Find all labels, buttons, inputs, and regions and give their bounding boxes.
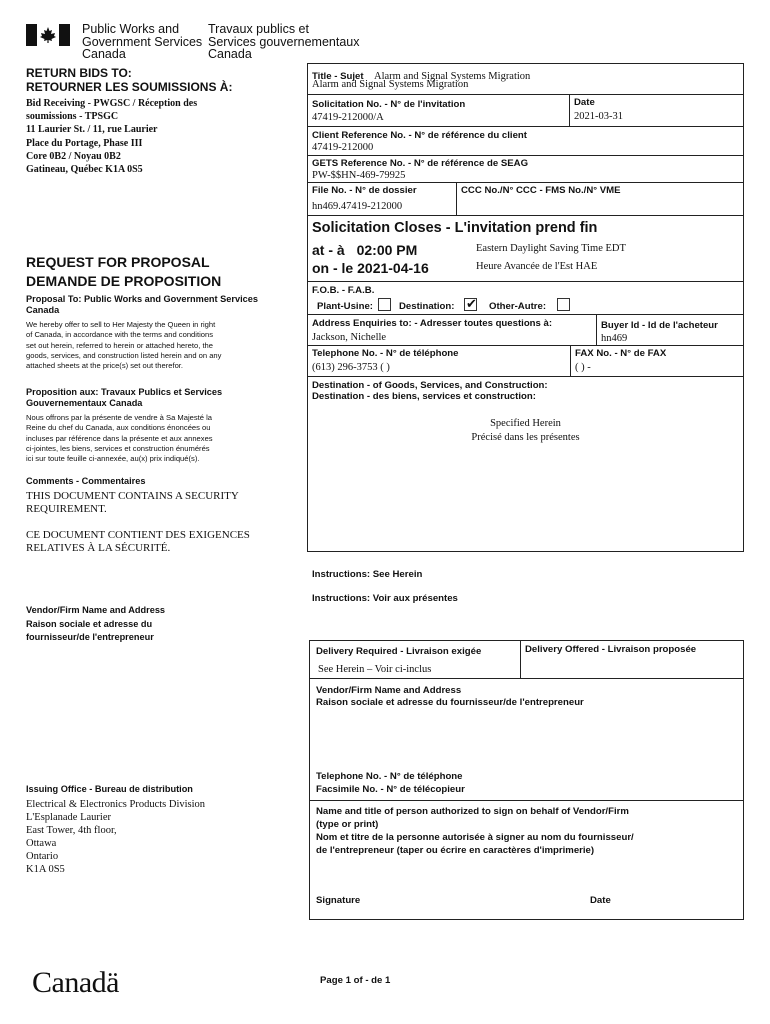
file-number-label: File No. - N° de dossier (312, 185, 417, 196)
title-value-second: Alarm and Signal Systems Migration (312, 79, 469, 90)
comments-security-en: THIS DOCUMENT CONTAINS A SECURITY REQUIREMENT. (26, 490, 239, 515)
checkmark-icon: ✔ (466, 296, 477, 311)
delivery-required-value: See Herein – Voir ci-inclus (318, 664, 432, 675)
rfp-title-en: REQUEST FOR PROPOSAL (26, 254, 210, 270)
closing-time (312, 242, 417, 258)
vendor-firm-label: Vendor/Firm Name and Address Raison sociale et adresse du fournisseur/de l'entrepreneur (316, 685, 584, 708)
specified-herein-en: Specified Herein (490, 418, 561, 429)
solicitation-closes-title: Solicitation Closes - L'invitation prend fin (312, 220, 598, 236)
title-label: Title - Sujet (312, 71, 364, 82)
title-value: Alarm and Signal Systems Migration (373, 71, 531, 82)
issuing-office-address: Electrical & Electronics Products Division L'Esplanade Laurier East Tower, 4th floor, Ottawa Ontario K1A 0S5 (26, 799, 206, 875)
comments-label: Comments - Commentaires (26, 476, 146, 486)
fax-value: ( ) - (575, 362, 591, 373)
fax-label: FAX No. - N° de FAX (575, 348, 667, 359)
closing-time-label: at - à (312, 242, 345, 258)
solicitation-label: Solicitation No. - N° de l'invitation (312, 99, 466, 110)
plant-usine-label: Plant-Usine: (317, 301, 373, 312)
ccc-number-label: CCC No./N° CCC - FMS No./N° VME (461, 185, 621, 196)
closing-date (312, 260, 429, 276)
return-bids-heading-en: RETURN BIDS TO: (26, 66, 132, 80)
proposition-label: Proposition aux: Travaux Publics et Services Gouvernementaux Canada (26, 387, 223, 408)
canada-flag-icon (26, 24, 70, 46)
closing-time-value: 02:00 PM (356, 242, 418, 258)
department-name-en: Public Works and Government Services Canada (82, 22, 203, 61)
date-label: Date (574, 97, 595, 108)
delivery-required-label: Delivery Required - Livraison exigée (316, 646, 482, 657)
buyer-id-value: hn469 (601, 333, 628, 344)
telephone-label: Telephone No. - N° de téléphone (312, 348, 459, 359)
signature-date-label: Date (590, 895, 611, 906)
instructions-fr: Instructions: Voir aux présentes (312, 593, 458, 604)
vendor-firm-label-left: Vendor/Firm Name and Address Raison sociale et adresse du fournisseur/de l'entrepreneur (26, 605, 166, 642)
closing-date-label: on - le (312, 260, 354, 276)
fob-label: F.O.B. - F.A.B. (312, 285, 375, 296)
destination-label: Destination: (399, 301, 455, 312)
gets-reference-label: GETS Reference No. - N° de référence de SEAG (312, 158, 529, 169)
return-bids-heading-fr: RETOURNER LES SOUMISSIONS À: (26, 80, 233, 94)
closing-date-value: 2021-04-16 (357, 260, 429, 276)
rfp-title-fr: DEMANDE DE PROPOSITION (26, 273, 222, 289)
other-autre-checkbox[interactable] (557, 298, 570, 311)
telephone-facsimile-label: Telephone No. - N° de téléphone Facsimile No. - N° de télécopieur (316, 771, 465, 795)
address-enquiries-value: Jackson, Nichelle (312, 332, 387, 343)
signature-label: Signature (316, 895, 361, 906)
client-reference-value: 47419-212000 (312, 142, 374, 153)
gets-reference-value: PW-$$HN-469-79925 (312, 170, 406, 181)
comments-security-fr: CE DOCUMENT CONTIENT DES EXIGENCES RELATIVES À LA SÉCURITÉ. (26, 529, 250, 554)
proposal-to-text: We hereby offer to sell to Her Majesty the Queen in right of Canada, in accordance with the terms and conditions set out herein, referred to herein or attached hereto, the goods, services, and construction listed herein and on any attached sheets at the price(s) set out therefor. (26, 320, 222, 371)
page-number: Page 1 of - de 1 (320, 975, 391, 986)
timezone-fr: Heure Avancée de l'Est HAE (476, 261, 598, 272)
telephone-value: (613) 296-3753 ( ) (312, 362, 390, 373)
plant-usine-checkbox[interactable] (378, 298, 391, 311)
file-number-value: hn469.47419-212000 (312, 201, 403, 212)
authorized-person-label: Name and title of person authorized to sign on behalf of Vendor/Firm (type or print) Nom et titre de la personne autorisée à signer au nom du fournisseur/ de l'entrepreneur (taper ou écrire en caractères d'imprimerie) (316, 806, 634, 856)
instructions-en: Instructions: See Herein (312, 569, 423, 580)
proposal-to-label: Proposal To: Public Works and Government Services Canada (26, 294, 258, 315)
timezone-en: Eastern Daylight Saving Time EDT (476, 243, 626, 254)
solicitation-value: 47419-212000/A (312, 112, 384, 123)
proposition-text: Nous offrons par la présente de vendre à Sa Majesté la Reine du chef du Canada, aux conditions énoncées ou incluses par référence dans la présente et aux annexes ci-jointes, les biens, services et construction énumérés ici sur toute feuille ci-annexée, au(x) prix indiqué(s). (26, 413, 213, 464)
client-reference-label: Client Reference No. - N° de référence du client (312, 130, 527, 141)
destination-goods-label: Destination - of Goods, Services, and Construction: Destination - des biens, services et construction: (312, 380, 548, 402)
return-address: Bid Receiving - PWGSC / Réception des soumissions - TPSGC 11 Laurier St. / 11, rue Laurier Place du Portage, Phase III Core 0B2 / Noyau 0B2 Gatineau, Québec K1A 0S5 (26, 98, 198, 176)
department-name-fr: Travaux publics et Services gouvernementaux Canada (208, 22, 360, 61)
canada-wordmark-logo: Canadä (32, 966, 119, 999)
other-autre-label: Other-Autre: (489, 301, 547, 312)
issuing-office-label: Issuing Office - Bureau de distribution (26, 784, 193, 794)
buyer-id-label: Buyer Id - Id de l'acheteur (601, 320, 718, 331)
destination-checkbox[interactable] (464, 298, 477, 311)
address-enquiries-label: Address Enquiries to: - Adresser toutes questions à: (312, 318, 553, 329)
delivery-offered-label: Delivery Offered - Livraison proposée (525, 644, 697, 655)
specified-herein-fr: Précisé dans les présentes (471, 432, 580, 443)
date-value: 2021-03-31 (574, 111, 623, 122)
